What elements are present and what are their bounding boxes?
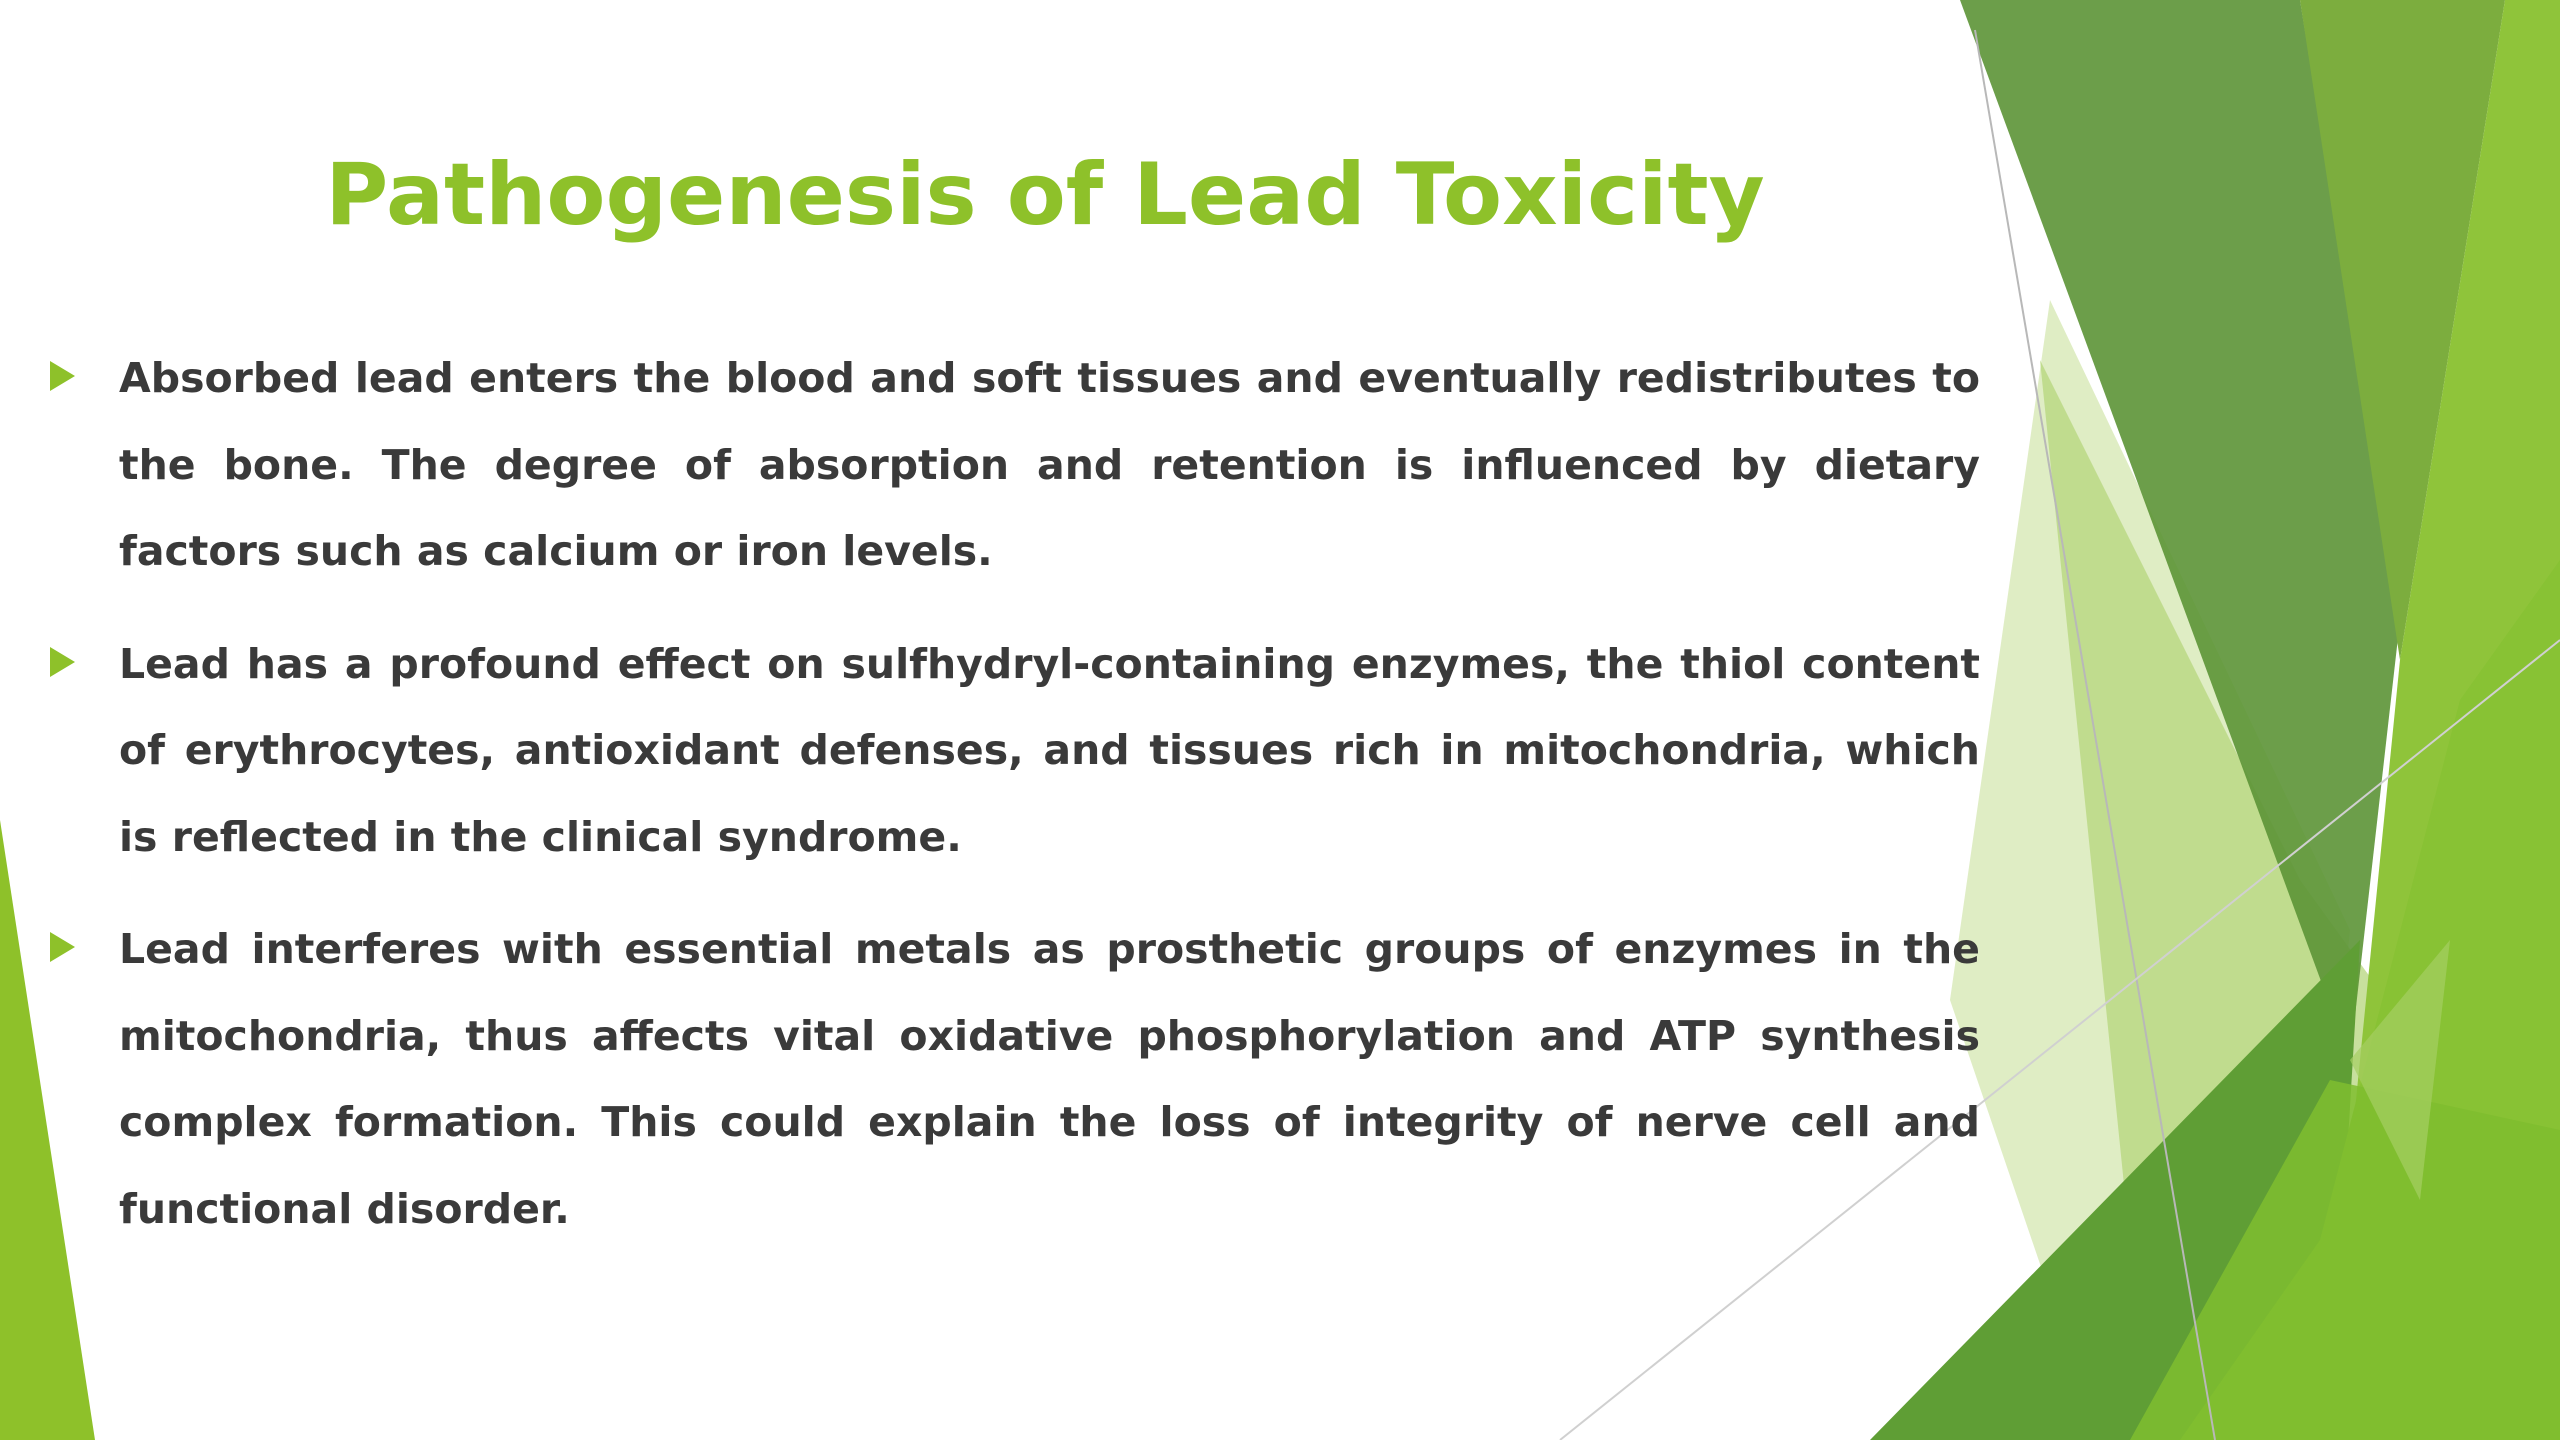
- triangle-right-icon: [50, 361, 75, 391]
- triangle-right-icon: [50, 932, 75, 962]
- bullet-item: [48, 335, 1980, 595]
- slide-title: Pathogenesis of Lead Toxicity: [325, 145, 1765, 245]
- triangle-right-icon: [50, 647, 75, 677]
- bullet-text: Absorbed lead enters the blood and soft tissues and eventually redistributes to the bone. The degree of absorption and retention is influenced by dietary factors such as calcium or iron levels.: [119, 354, 1980, 575]
- bullet-item: [48, 621, 1980, 881]
- bullet-item: [48, 906, 1980, 1252]
- bullet-text: Lead has a profound effect on sulfhydryl-containing enzymes, the thiol content of erythrocytes, antioxidant defenses, and tissues rich in mitochondria, which is reflected in the clinical syndrome.: [119, 639, 1980, 861]
- bullet-text: Lead interferes with essential metals as prosthetic groups of enzymes in the mitochondria, thus affects vital oxidative phosphorylation and ATP synthesis complex formation. This could explain the loss of integrity of nerve cell and functional disorder.: [119, 925, 1980, 1233]
- bullet-list: [48, 335, 1980, 1278]
